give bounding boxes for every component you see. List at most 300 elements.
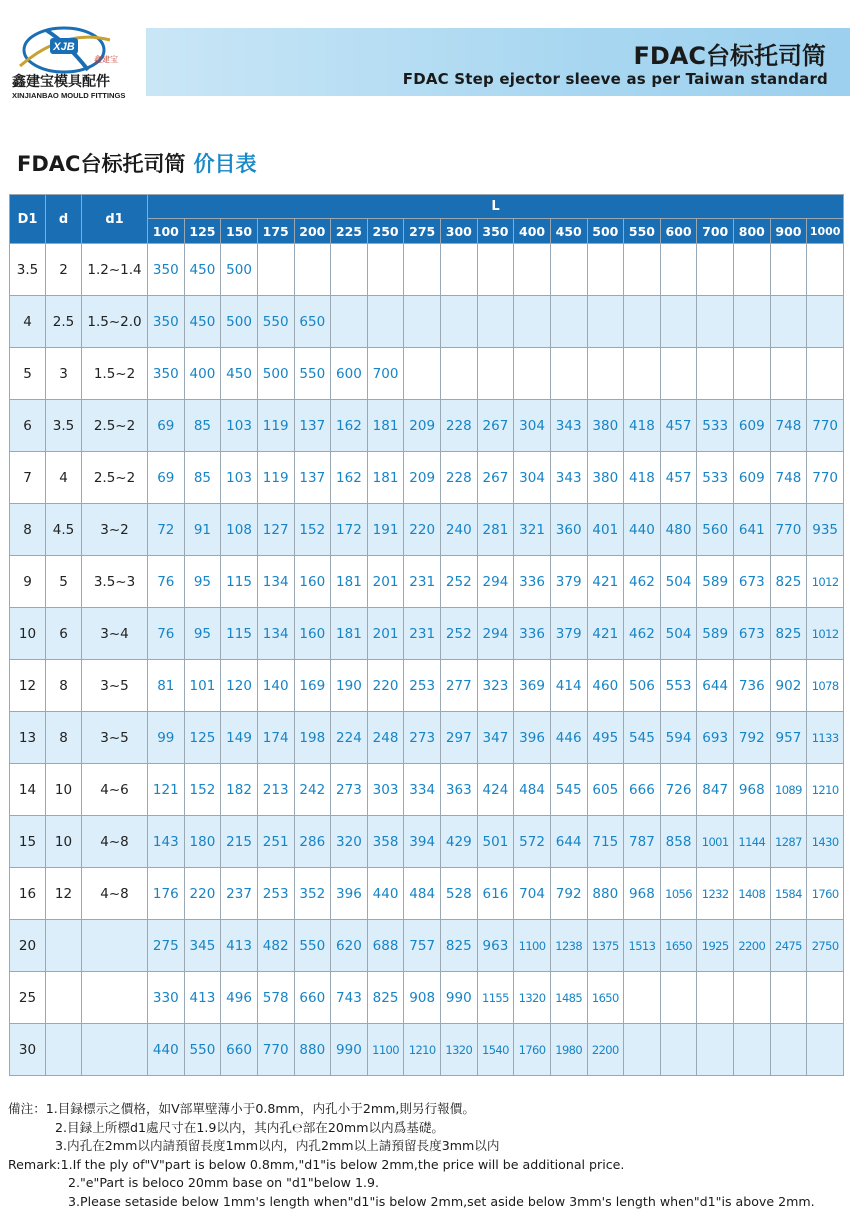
cell-D1: 12: [10, 660, 46, 712]
price-cell: 91: [184, 504, 221, 556]
cell-d1: 3~4: [82, 608, 148, 660]
price-cell: 572: [514, 816, 551, 868]
price-cell: 462: [624, 608, 661, 660]
price-cell: 500: [221, 244, 258, 296]
price-cell: [514, 244, 551, 296]
price-cell: 81: [148, 660, 185, 712]
header-banner: [146, 28, 850, 96]
price-cell: 303: [367, 764, 404, 816]
price-cell: 242: [294, 764, 331, 816]
price-cell: 350: [148, 296, 185, 348]
price-cell: [660, 1024, 697, 1076]
price-cell: 413: [221, 920, 258, 972]
price-cell: 69: [148, 452, 185, 504]
price-cell: 484: [404, 868, 441, 920]
cell-D1: 8: [10, 504, 46, 556]
price-cell: [624, 348, 661, 400]
price-cell: 1584: [770, 868, 807, 920]
header-d1: d1: [82, 195, 148, 244]
price-cell: 1760: [807, 868, 844, 920]
price-cell: 1540: [477, 1024, 514, 1076]
price-cell: 450: [221, 348, 258, 400]
price-cell: 609: [734, 452, 771, 504]
note-en-1: Remark:1.If the ply of"V"part is below 0.8mm,"d1"is below 2mm,the price will be additional price.: [8, 1156, 625, 1172]
price-cell: 1144: [734, 816, 771, 868]
price-cell: 847: [697, 764, 734, 816]
price-cell: 281: [477, 504, 514, 556]
price-cell: 1760: [514, 1024, 551, 1076]
price-cell: [587, 348, 624, 400]
table-row: [10, 712, 844, 764]
price-cell: 482: [257, 920, 294, 972]
price-cell: 688: [367, 920, 404, 972]
header-D1: D1: [10, 195, 46, 244]
price-cell: 440: [148, 1024, 185, 1076]
price-cell: 1320: [441, 1024, 478, 1076]
price-cell: 228: [441, 400, 478, 452]
price-cell: [770, 296, 807, 348]
cell-d: 2: [46, 244, 82, 296]
price-cell: 450: [184, 296, 221, 348]
price-cell: 396: [514, 712, 551, 764]
price-cell: 825: [441, 920, 478, 972]
price-cell: 72: [148, 504, 185, 556]
price-cell: 418: [624, 452, 661, 504]
cell-D1: 7: [10, 452, 46, 504]
price-cell: 533: [697, 400, 734, 452]
price-cell: 460: [587, 660, 624, 712]
price-cell: 560: [697, 504, 734, 556]
cell-D1: 10: [10, 608, 46, 660]
cell-d: [46, 972, 82, 1024]
price-cell: 545: [550, 764, 587, 816]
price-cell: 1408: [734, 868, 771, 920]
price-cell: 650: [294, 296, 331, 348]
section-title-text: FDAC台标托司筒: [17, 152, 186, 176]
price-cell: 421: [587, 608, 624, 660]
price-cell: 99: [148, 712, 185, 764]
price-cell: 1133: [807, 712, 844, 764]
table-row: [10, 348, 844, 400]
price-cell: 363: [441, 764, 478, 816]
price-cell: [734, 244, 771, 296]
price-cell: 480: [660, 504, 697, 556]
price-cell: 162: [331, 452, 368, 504]
price-cell: [660, 244, 697, 296]
cell-D1: 5: [10, 348, 46, 400]
price-cell: [624, 296, 661, 348]
price-cell: [770, 972, 807, 1024]
cell-d: 4.5: [46, 504, 82, 556]
price-cell: [550, 244, 587, 296]
price-cell: 700: [367, 348, 404, 400]
length-header: 225: [331, 219, 368, 244]
cell-d1: 2.5~2: [82, 452, 148, 504]
price-cell: [770, 1024, 807, 1076]
price-cell: 137: [294, 452, 331, 504]
price-cell: [331, 244, 368, 296]
price-cell: 1980: [550, 1024, 587, 1076]
price-cell: 500: [221, 296, 258, 348]
cell-d1: [82, 920, 148, 972]
price-cell: 673: [734, 556, 771, 608]
cell-d: 6: [46, 608, 82, 660]
price-cell: 294: [477, 556, 514, 608]
note-cn-3: 3.内孔在2mm以内請預留長度1mm以内，内孔2mm以上請預留長度3mm以内: [55, 1138, 500, 1153]
price-cell: 115: [221, 608, 258, 660]
price-cell: 394: [404, 816, 441, 868]
section-title: [17, 148, 256, 178]
price-cell: [697, 348, 734, 400]
price-cell: [697, 296, 734, 348]
price-cell: 550: [184, 1024, 221, 1076]
price-cell: 545: [624, 712, 661, 764]
price-cell: [734, 1024, 771, 1076]
price-cell: [624, 1024, 661, 1076]
price-cell: 190: [331, 660, 368, 712]
price-cell: [807, 244, 844, 296]
price-cell: 198: [294, 712, 331, 764]
price-cell: 1320: [514, 972, 551, 1024]
price-cell: 605: [587, 764, 624, 816]
price-cell: [367, 296, 404, 348]
cell-d1: 4~6: [82, 764, 148, 816]
price-cell: 413: [184, 972, 221, 1024]
price-cell: 119: [257, 400, 294, 452]
price-cell: [441, 348, 478, 400]
price-cell: 85: [184, 400, 221, 452]
cell-D1: 6: [10, 400, 46, 452]
price-cell: 736: [734, 660, 771, 712]
price-cell: 1650: [660, 920, 697, 972]
price-cell: 644: [550, 816, 587, 868]
price-cell: [807, 296, 844, 348]
price-cell: 119: [257, 452, 294, 504]
price-cell: [441, 244, 478, 296]
cell-D1: 14: [10, 764, 46, 816]
price-cell: 450: [184, 244, 221, 296]
price-cell: 103: [221, 452, 258, 504]
cell-d: 10: [46, 816, 82, 868]
price-cell: 350: [148, 244, 185, 296]
price-cell: 162: [331, 400, 368, 452]
table-row: [10, 608, 844, 660]
price-cell: 101: [184, 660, 221, 712]
header-title-en: FDAC Step ejector sleeve as per Taiwan standard: [402, 70, 828, 88]
cell-D1: 20: [10, 920, 46, 972]
price-cell: 792: [734, 712, 771, 764]
cell-D1: 25: [10, 972, 46, 1024]
price-cell: 213: [257, 764, 294, 816]
price-cell: 134: [257, 556, 294, 608]
price-cell: 380: [587, 452, 624, 504]
price-cell: 334: [404, 764, 441, 816]
table-row: [10, 660, 844, 712]
price-cell: 990: [331, 1024, 368, 1076]
price-cell: 191: [367, 504, 404, 556]
price-cell: [367, 244, 404, 296]
length-header: 1000: [807, 219, 844, 244]
length-header: 150: [221, 219, 258, 244]
length-header: 200: [294, 219, 331, 244]
price-cell: 743: [331, 972, 368, 1024]
cell-d1: 3.5~3: [82, 556, 148, 608]
price-cell: 446: [550, 712, 587, 764]
logo-mark: XJB: [53, 41, 75, 53]
cell-d: 8: [46, 660, 82, 712]
price-cell: [514, 296, 551, 348]
price-cell: 908: [404, 972, 441, 1024]
price-cell: 1210: [807, 764, 844, 816]
price-cell: 550: [294, 920, 331, 972]
cell-D1: 16: [10, 868, 46, 920]
price-cell: 152: [294, 504, 331, 556]
table-row: [10, 452, 844, 504]
note-en-3: 3.Please setaside below 1mm's length when"d1"is below 2mm,set aside below 3mm's length when"d1"is above 2mm.: [68, 1193, 815, 1209]
brand-name-cn: 鑫建宝模具配件: [12, 74, 110, 90]
price-cell: 273: [404, 712, 441, 764]
price-cell: [587, 296, 624, 348]
table-row: [10, 556, 844, 608]
price-cell: 748: [770, 452, 807, 504]
price-cell: 1238: [550, 920, 587, 972]
price-cell: 787: [624, 816, 661, 868]
price-cell: 1100: [514, 920, 551, 972]
price-cell: 500: [257, 348, 294, 400]
price-cell: 594: [660, 712, 697, 764]
price-cell: 76: [148, 608, 185, 660]
header-d: d: [46, 195, 82, 244]
price-cell: 253: [257, 868, 294, 920]
price-cell: [807, 348, 844, 400]
price-cell: [734, 972, 771, 1024]
price-cell: 858: [660, 816, 697, 868]
price-cell: 181: [331, 556, 368, 608]
cell-d1: 1.5~2: [82, 348, 148, 400]
price-cell: [550, 348, 587, 400]
cell-D1: 3.5: [10, 244, 46, 296]
price-cell: 792: [550, 868, 587, 920]
price-table-body: [10, 244, 844, 1076]
price-cell: 506: [624, 660, 661, 712]
price-cell: 501: [477, 816, 514, 868]
price-cell: 231: [404, 608, 441, 660]
price-cell: 660: [221, 1024, 258, 1076]
price-cell: 757: [404, 920, 441, 972]
price-cell: 228: [441, 452, 478, 504]
price-cell: 484: [514, 764, 551, 816]
price-cell: 169: [294, 660, 331, 712]
price-cell: 209: [404, 400, 441, 452]
price-cell: 140: [257, 660, 294, 712]
price-cell: 600: [331, 348, 368, 400]
price-cell: 220: [404, 504, 441, 556]
price-cell: 85: [184, 452, 221, 504]
cell-D1: 30: [10, 1024, 46, 1076]
price-table: [9, 194, 844, 1076]
price-cell: 352: [294, 868, 331, 920]
price-cell: 1012: [807, 556, 844, 608]
price-cell: 504: [660, 556, 697, 608]
table-row: [10, 972, 844, 1024]
price-cell: 528: [441, 868, 478, 920]
price-cell: 457: [660, 452, 697, 504]
price-cell: 152: [184, 764, 221, 816]
price-cell: 748: [770, 400, 807, 452]
length-header: 900: [770, 219, 807, 244]
price-cell: 76: [148, 556, 185, 608]
price-cell: 380: [587, 400, 624, 452]
price-cell: 253: [404, 660, 441, 712]
price-cell: 201: [367, 608, 404, 660]
cell-d1: 3~5: [82, 660, 148, 712]
price-cell: 350: [148, 348, 185, 400]
price-cell: 343: [550, 400, 587, 452]
cell-d: 2.5: [46, 296, 82, 348]
price-cell: 379: [550, 556, 587, 608]
cell-d: 3.5: [46, 400, 82, 452]
price-cell: [624, 244, 661, 296]
price-cell: 121: [148, 764, 185, 816]
price-cell: 1650: [587, 972, 624, 1024]
note-en-2: 2."e"Part is beloco 20mm base on "d1"below 1.9.: [68, 1175, 380, 1190]
price-cell: [770, 348, 807, 400]
price-cell: 252: [441, 556, 478, 608]
price-cell: 345: [184, 920, 221, 972]
price-cell: 267: [477, 452, 514, 504]
price-cell: 286: [294, 816, 331, 868]
price-cell: 277: [441, 660, 478, 712]
price-cell: 320: [331, 816, 368, 868]
price-cell: [404, 296, 441, 348]
price-cell: 495: [587, 712, 624, 764]
price-cell: [257, 244, 294, 296]
price-cell: 770: [257, 1024, 294, 1076]
price-cell: 347: [477, 712, 514, 764]
price-cell: 1287: [770, 816, 807, 868]
price-cell: 237: [221, 868, 258, 920]
price-cell: 609: [734, 400, 771, 452]
price-cell: [697, 1024, 734, 1076]
price-cell: [294, 244, 331, 296]
section-title-highlight: 价目表: [193, 152, 257, 176]
length-header: 500: [587, 219, 624, 244]
price-cell: 1089: [770, 764, 807, 816]
price-cell: 968: [734, 764, 771, 816]
price-cell: 620: [331, 920, 368, 972]
cell-d1: 1.2~1.4: [82, 244, 148, 296]
price-cell: 644: [697, 660, 734, 712]
price-cell: [477, 348, 514, 400]
price-cell: 174: [257, 712, 294, 764]
brand-name-en: XINJIANBAO MOULD FITTINGS: [12, 91, 126, 100]
price-cell: 589: [697, 556, 734, 608]
price-cell: 1056: [660, 868, 697, 920]
note-cn-2: 2.目録上所標d1處尺寸在1.9以内，其内孔℮部在20mm以内爲基礎。: [55, 1119, 445, 1135]
cell-d1: 4~8: [82, 816, 148, 868]
price-cell: [660, 296, 697, 348]
price-cell: 181: [331, 608, 368, 660]
price-cell: 1485: [550, 972, 587, 1024]
price-cell: 957: [770, 712, 807, 764]
length-header: 550: [624, 219, 661, 244]
price-cell: 336: [514, 608, 551, 660]
price-cell: 1100: [367, 1024, 404, 1076]
price-cell: [734, 296, 771, 348]
price-cell: 2200: [587, 1024, 624, 1076]
price-cell: 666: [624, 764, 661, 816]
price-cell: 1430: [807, 816, 844, 868]
price-cell: 181: [367, 452, 404, 504]
cell-d1: 3~2: [82, 504, 148, 556]
price-cell: [514, 348, 551, 400]
price-cell: 2750: [807, 920, 844, 972]
price-cell: 825: [770, 556, 807, 608]
price-cell: 429: [441, 816, 478, 868]
price-cell: 533: [697, 452, 734, 504]
cell-d1: [82, 972, 148, 1024]
price-cell: 990: [441, 972, 478, 1024]
table-row: [10, 816, 844, 868]
price-cell: [441, 296, 478, 348]
price-cell: 2200: [734, 920, 771, 972]
cell-d1: 4~8: [82, 868, 148, 920]
price-cell: 589: [697, 608, 734, 660]
header-title-cn: FDAC台标托司筒: [633, 42, 826, 70]
header-L: L: [148, 195, 844, 219]
price-cell: 1012: [807, 608, 844, 660]
price-cell: 616: [477, 868, 514, 920]
table-row: [10, 920, 844, 972]
price-cell: 553: [660, 660, 697, 712]
price-cell: 1513: [624, 920, 661, 972]
price-cell: 504: [660, 608, 697, 660]
notes: [8, 1100, 850, 1211]
price-cell: 578: [257, 972, 294, 1024]
price-cell: 149: [221, 712, 258, 764]
price-cell: 963: [477, 920, 514, 972]
price-cell: 220: [184, 868, 221, 920]
price-cell: 880: [587, 868, 624, 920]
length-header: 100: [148, 219, 185, 244]
price-cell: 462: [624, 556, 661, 608]
price-cell: 358: [367, 816, 404, 868]
price-cell: 1925: [697, 920, 734, 972]
price-cell: 323: [477, 660, 514, 712]
price-cell: 715: [587, 816, 624, 868]
cell-d1: 2.5~2: [82, 400, 148, 452]
price-cell: [807, 972, 844, 1024]
price-cell: 343: [550, 452, 587, 504]
price-cell: 379: [550, 608, 587, 660]
note-cn-1: 備注：1.目録標示之價格，如V部單壁薄小于0.8mm，内孔小于2mm,則另行報價。: [8, 1101, 475, 1116]
price-cell: 421: [587, 556, 624, 608]
price-cell: 115: [221, 556, 258, 608]
price-cell: [697, 972, 734, 1024]
price-cell: 294: [477, 608, 514, 660]
price-cell: 1375: [587, 920, 624, 972]
cell-d1: 3~5: [82, 712, 148, 764]
price-cell: 137: [294, 400, 331, 452]
length-header: 275: [404, 219, 441, 244]
price-cell: 440: [624, 504, 661, 556]
price-cell: 275: [148, 920, 185, 972]
price-cell: 641: [734, 504, 771, 556]
cell-D1: 9: [10, 556, 46, 608]
price-cell: 770: [807, 400, 844, 452]
brand-logo: [6, 10, 146, 102]
cell-d: [46, 920, 82, 972]
